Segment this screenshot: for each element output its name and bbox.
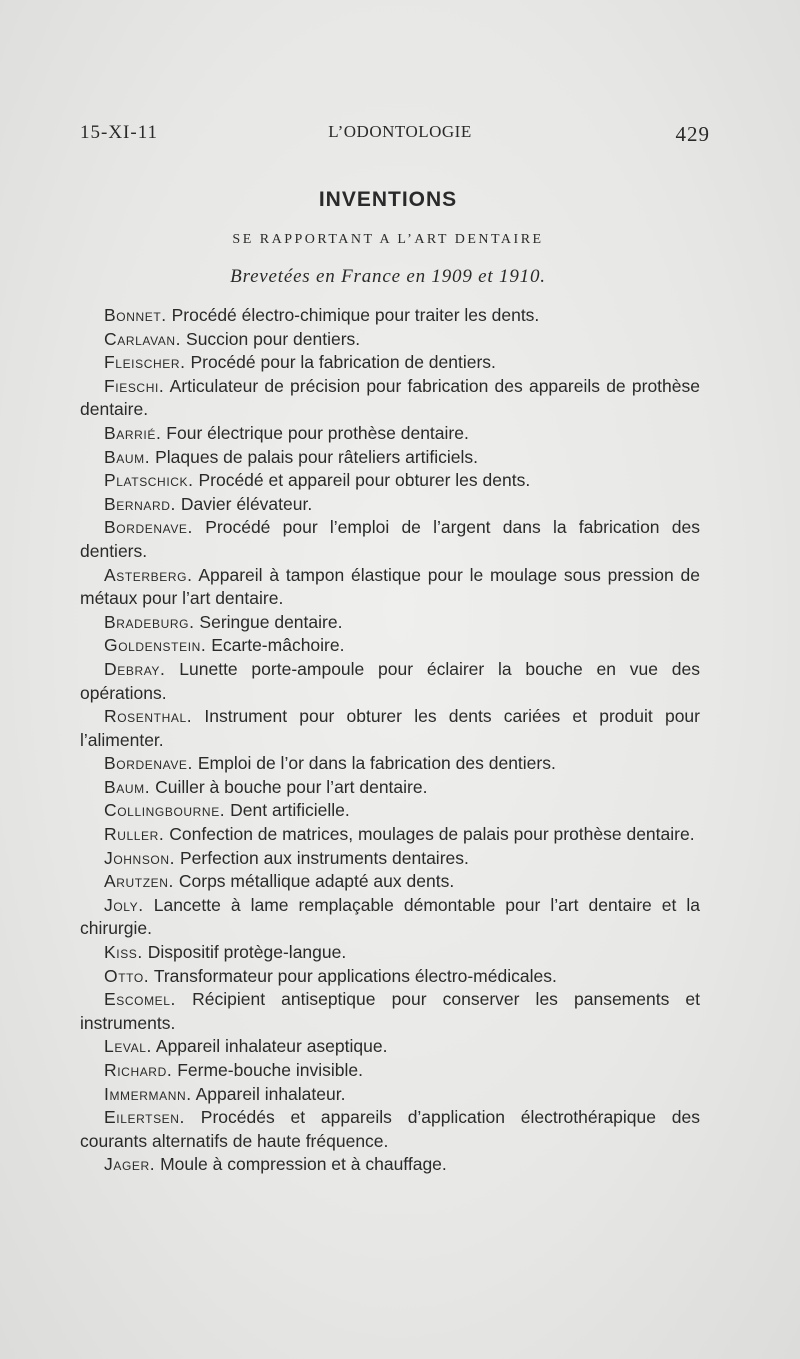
invention-description: Articulateur de précision pour fabrication des appareils de prothèse dentaire. [80, 375, 700, 420]
invention-description: Instrument pour obturer les dents cariées et produit pour l’alimenter. [80, 706, 700, 750]
invention-description: Emploi de l’or dans la fabrication des dentiers. [197, 753, 556, 774]
inventor-name: Bonnet. [104, 305, 167, 325]
invention-description: Procédés et appareils d’application électrothérapique des courants alternatifs de haute fréquence. [80, 1107, 700, 1151]
invention-entry [80, 1035, 700, 1059]
invention-entry [80, 469, 700, 493]
invention-entry [80, 894, 700, 941]
inventor-name: Bernard. [104, 493, 177, 514]
inventor-name: Leval. [104, 1036, 152, 1057]
invention-entry [80, 446, 700, 470]
invention-description: Lunette porte-ampoule pour éclairer la bouche en vue des opérations. [80, 658, 700, 703]
invention-description: Récipient antiseptique pour conserver les pansements et instruments. [80, 989, 700, 1033]
invention-description: Procédé électro-chimique pour traiter les dents. [171, 305, 540, 325]
inventor-name: Debray. [104, 658, 166, 679]
invention-entry [80, 705, 700, 752]
inventor-name: Bordenave. [104, 517, 193, 538]
invention-description: Transformateur pour applications électro-médicales. [153, 965, 557, 986]
invention-description: Dent artificielle. [230, 800, 350, 821]
invention-entry [80, 1083, 700, 1107]
invention-description: Plaques de palais pour râteliers artificiels. [155, 446, 479, 467]
invention-entry [80, 823, 700, 847]
inventor-name: Collingbourne. [104, 800, 226, 821]
invention-description: Davier élévateur. [180, 493, 313, 514]
invention-entry [80, 776, 700, 800]
invention-description: Corps métallique adapté aux dents. [178, 871, 455, 892]
inventor-name: Otto. [104, 965, 150, 986]
invention-entry [80, 870, 700, 894]
invention-description: Four électrique pour prothèse dentaire. [166, 422, 469, 443]
inventor-name: Immermann. [104, 1083, 192, 1104]
inventor-name: Johnson. [104, 847, 176, 868]
invention-entry [80, 799, 700, 823]
invention-entry [80, 422, 700, 446]
patent-dates: Brevetées en France en 1909 et 1910. [230, 266, 546, 287]
invention-entry [80, 988, 700, 1035]
invention-description: Appareil inhalateur aseptique. [155, 1036, 388, 1057]
inventor-name: Goldenstein. [104, 635, 207, 656]
inventor-name: Joly. [104, 894, 144, 915]
journal-title: L’ODONTOLOGIE [328, 122, 472, 141]
inventor-name: Kiss. [104, 942, 143, 963]
inventor-name: Fleischer. [104, 352, 186, 373]
invention-list [80, 304, 700, 1177]
invention-description: Ecarte-mâchoire. [211, 635, 345, 656]
running-header [80, 122, 720, 150]
section-subtitle: SE RAPPORTANT A L’ART DENTAIRE [232, 232, 544, 247]
inventor-name: Escomel. [104, 989, 177, 1010]
invention-entry [80, 941, 700, 965]
invention-description: Procédé et appareil pour obturer les dents. [198, 470, 531, 491]
inventor-name: Ruller. [104, 824, 165, 845]
inventor-name: Baum. [104, 446, 151, 467]
invention-entry [80, 564, 700, 611]
invention-description: Seringue dentaire. [199, 611, 343, 632]
invention-entry [80, 1059, 700, 1083]
invention-entry [80, 516, 700, 563]
invention-entry [80, 351, 700, 375]
inventor-name: Eilertsen. [104, 1107, 185, 1128]
invention-description: Moule à compression et à chauffage. [160, 1154, 447, 1175]
invention-description: Confection de matrices, moulages de palais pour prothèse dentaire. [169, 824, 695, 845]
inventor-name: Bradeburg. [104, 611, 195, 632]
invention-entry [80, 1106, 700, 1153]
invention-description: Procédé pour l’emploi de l’argent dans la fabrication des dentiers. [80, 517, 700, 561]
inventor-name: Carlavan. [104, 328, 182, 349]
invention-description: Perfection aux instruments dentaires. [179, 847, 469, 868]
invention-description: Succion pour dentiers. [186, 328, 361, 349]
invention-description: Lancette à lame remplaçable démontable pour l’art dentaire et la chirurgie. [80, 894, 700, 939]
invention-entry [80, 493, 700, 517]
page-number: 429 [675, 122, 710, 146]
inventor-name: Baum. [104, 776, 151, 797]
invention-description: Ferme-bouche invisible. [177, 1060, 363, 1080]
inventor-name: Richard. [104, 1060, 173, 1080]
inventor-name: Arutzen. [104, 871, 174, 892]
inventor-name: Platschick. [104, 470, 194, 491]
invention-entry [80, 375, 700, 422]
invention-description: Appareil à tampon élastique pour le moulage sous pression de métaux pour l’art dentaire. [80, 564, 700, 609]
invention-description: Appareil inhalateur. [195, 1083, 346, 1104]
issue-date: 15-XI-11 [80, 122, 158, 143]
inventor-name: Jager. [104, 1154, 156, 1175]
inventor-name: Fieschi. [104, 375, 165, 396]
invention-description: Cuiller à bouche pour l’art dentaire. [155, 776, 428, 797]
invention-description: Dispositif protège-langue. [147, 942, 347, 963]
invention-entry [80, 611, 700, 635]
invention-entry [80, 658, 700, 705]
invention-entry [80, 634, 700, 658]
inventor-name: Rosenthal. [104, 706, 193, 727]
invention-description: Procédé pour la fabrication de dentiers. [190, 352, 496, 373]
invention-entry [80, 1153, 700, 1177]
inventor-name: Barrié. [104, 422, 162, 443]
invention-entry [80, 328, 700, 352]
section-title: INVENTIONS [318, 188, 458, 211]
inventor-name: Asterberg. [104, 564, 193, 585]
invention-entry [80, 847, 700, 871]
invention-entry [80, 304, 700, 328]
inventor-name: Bordenave. [104, 753, 193, 774]
invention-entry [80, 965, 700, 989]
invention-entry [80, 752, 700, 776]
